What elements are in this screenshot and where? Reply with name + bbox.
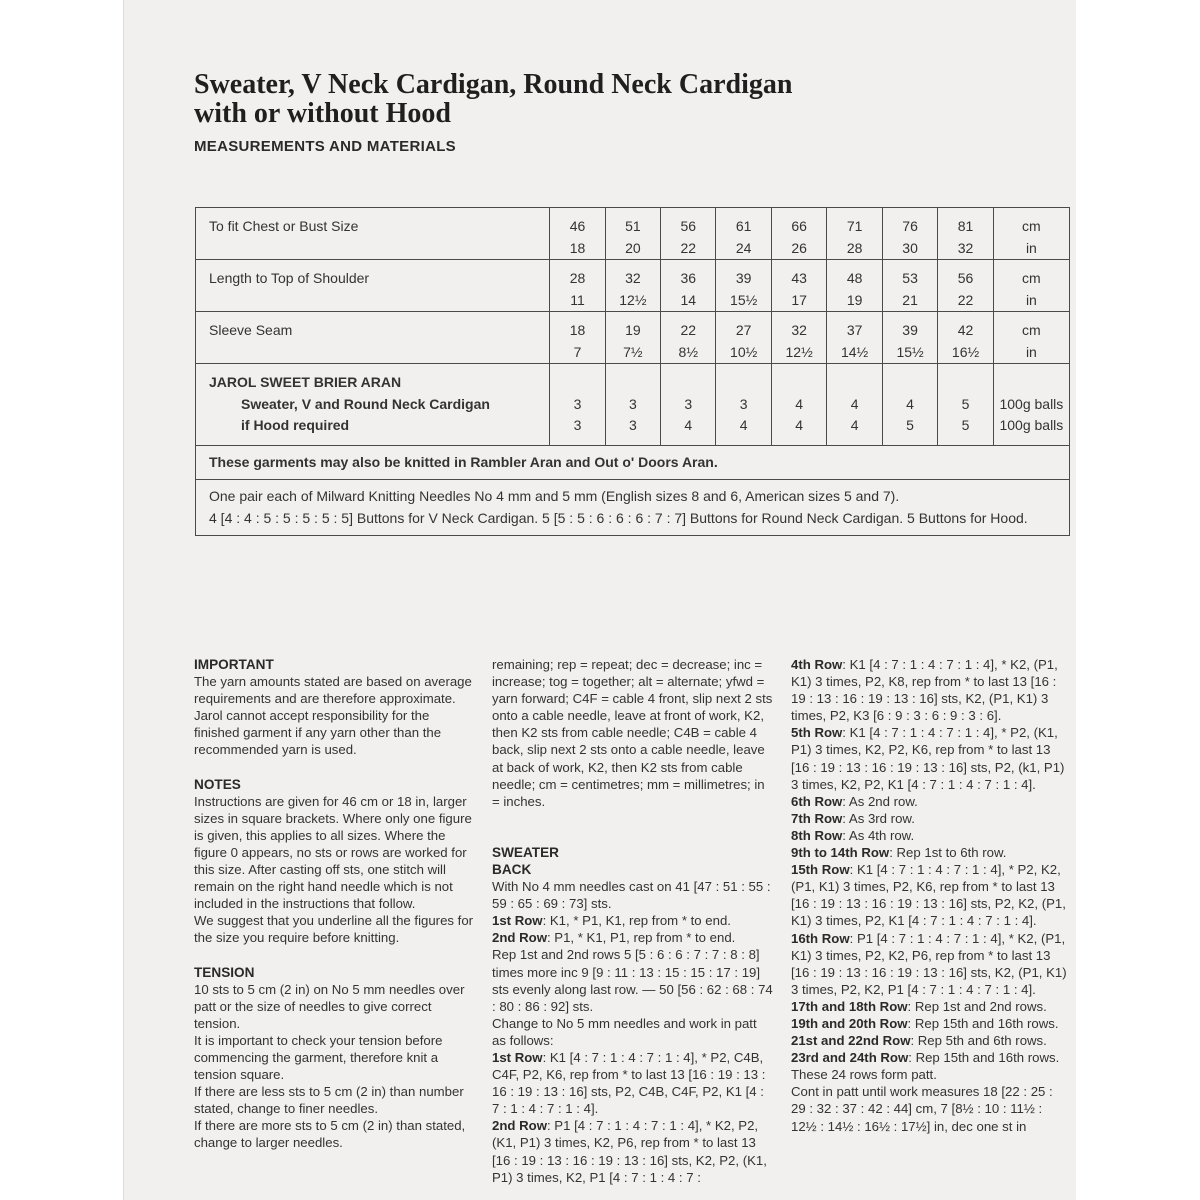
row-label-cell bbox=[196, 312, 550, 364]
tension-text: It is important to check your tension before commencing the garment, therefore knit a tension square. bbox=[194, 1032, 443, 1083]
size-cell bbox=[605, 260, 660, 312]
spacer bbox=[938, 372, 992, 394]
size-cell bbox=[882, 312, 937, 364]
in-value: 24 bbox=[735, 239, 752, 256]
measurement-row bbox=[196, 312, 1070, 364]
cm-value: 32 bbox=[791, 322, 807, 338]
section-subtitle: MEASUREMENTS AND MATERIALS bbox=[194, 138, 456, 155]
hood-yarn-amount: 5 bbox=[961, 417, 970, 433]
rib-repeat-text: Rep 1st and 2nd rows 5 [5 : 6 : 6 : 7 : 7 : 8 : 8] times more inc 9 [9 : 11 : 13 : 15 : 15 : 17 : 19] sts evenly along last row. — 50 [56 : 62 : 68 : 74 : 80 : 86 : 92] sts. bbox=[492, 947, 773, 1014]
in-value: 11 bbox=[570, 291, 585, 308]
tension-text: If there are less sts to 5 cm (2 in) than number stated, change to finer needles. bbox=[194, 1084, 464, 1117]
scan-margin-left bbox=[0, 0, 122, 1200]
cm-value: 66 bbox=[791, 218, 807, 234]
hood-yarn-amount: 4 bbox=[684, 417, 693, 433]
in-value: 8½ bbox=[678, 343, 698, 360]
in-value: 18 bbox=[569, 239, 586, 256]
cm-value: 56 bbox=[957, 270, 974, 286]
unit-in: in bbox=[1025, 239, 1037, 256]
spacer bbox=[550, 372, 604, 394]
yarn-amount-cell bbox=[938, 364, 993, 446]
column-1 bbox=[194, 656, 474, 1152]
abbreviations-text: remaining; rep = repeat; dec = decrease; inc = increase; tog = together; alt = alternate; yfwd = yarn forward; C4F = cable 4 front, slip next 2 sts onto a cable needle, leave at front of work, K2, then K2 sts from cable needle; C4B = cable 4 back, slip next 2 sts onto a cable needle, leave at back of work, K2, then K2 sts from cable needle; cm = centimetres; mm = millimetres; in = inches. bbox=[492, 657, 773, 809]
spacer bbox=[994, 372, 1069, 394]
change-needles-text: Change to No 5 mm needles and work in patt as follows: bbox=[492, 1015, 757, 1048]
in-value: 20 bbox=[625, 239, 641, 256]
title-line-1: Sweater, V Neck Cardigan, Round Neck Cardigan bbox=[194, 69, 793, 100]
column-2 bbox=[492, 656, 774, 1186]
tension-text: 10 sts to 5 cm (2 in) on No 5 mm needles over patt or the size of needles to give correct tension. bbox=[194, 981, 465, 1031]
materials-cell bbox=[196, 480, 1070, 536]
size-cell bbox=[771, 260, 826, 312]
yarn-amount: 4 bbox=[850, 395, 859, 412]
sweater-heading: SWEATER bbox=[492, 844, 559, 860]
unit-in: in bbox=[1025, 291, 1037, 308]
cm-value: 32 bbox=[625, 270, 641, 286]
size-cell bbox=[827, 312, 882, 364]
notes-heading: NOTES bbox=[194, 776, 241, 792]
in-value: 21 bbox=[902, 291, 918, 308]
needles-text: One pair each of Milward Knitting Needles No 4 mm and 5 mm (English sizes 8 and 6, American sizes 5 and 7). bbox=[209, 488, 900, 504]
tension-heading: TENSION bbox=[194, 964, 255, 980]
size-cell bbox=[827, 208, 882, 260]
in-value: 22 bbox=[957, 291, 974, 308]
pattern-row-9-14: 9th to 14th Row: Rep 1st to 6th row. bbox=[791, 845, 1007, 861]
unit-cell bbox=[993, 208, 1069, 260]
pattern-row-16: 16th Row: P1 [4 : 7 : 1 : 4 : 7 : 1 : 4], * K2, (P1, K1) 3 times, P2, K2, P6, rep from * to last 13 [16 : 19 : 13 : 16 : 19 : 13 : 16] sts, K2, (P1, K1) 3 times, P2, K2, P1 [4 : 7 : 1 : 4 : 7 : 1 : 4]. bbox=[791, 930, 1067, 997]
scan-margin-right bbox=[1076, 0, 1200, 1200]
hood-yarn-amount: 5 bbox=[906, 417, 914, 433]
row-label: Sleeve Seam bbox=[209, 322, 293, 338]
row-label: To fit Chest or Bust Size bbox=[209, 218, 359, 234]
in-value: 7½ bbox=[623, 343, 643, 360]
unit-cell bbox=[993, 260, 1069, 312]
yarn-amount-cell bbox=[882, 364, 937, 446]
size-cell bbox=[716, 208, 771, 260]
yarn-unit-cell bbox=[993, 364, 1069, 446]
pattern-row-6: 6th Row: As 2nd row. bbox=[791, 793, 918, 809]
size-cell bbox=[882, 208, 937, 260]
cm-value: 56 bbox=[680, 218, 697, 234]
yarn-amount-cell bbox=[716, 364, 771, 446]
hood-yarn-amount: 4 bbox=[850, 417, 859, 433]
alt-yarn-note: These garments may also be knitted in Rambler Aran and Out o' Doors Aran. bbox=[209, 453, 718, 470]
row-label-cell bbox=[196, 208, 550, 260]
cm-value: 43 bbox=[791, 270, 807, 286]
cm-value: 36 bbox=[680, 270, 697, 286]
column-3 bbox=[791, 656, 1071, 1135]
row-label: Length to Top of Shoulder bbox=[209, 270, 370, 286]
yarn-unit: 100g balls bbox=[999, 395, 1064, 412]
pattern-row-7: 7th Row: As 3rd row. bbox=[791, 810, 915, 826]
hood-yarn-unit: 100g balls bbox=[999, 417, 1064, 433]
cm-value: 22 bbox=[680, 322, 697, 338]
yarn-amount-cell bbox=[827, 364, 882, 446]
in-value: 10½ bbox=[730, 343, 758, 360]
pattern-row-15: 15th Row: K1 [4 : 7 : 1 : 4 : 7 : 1 : 4], * P2, K2, (P1, K1) 3 times, P2, K6, rep from * to last 13 [16 : 19 : 13 : 16 : 19 : 13 : 16] sts, P2, K2, (P1, K1) 3 times, P2, K1 [4 : 7 : 1 : 4 : 7 : 1 : 4]. bbox=[791, 862, 1066, 929]
pattern-row-8: 8th Row: As 4th row. bbox=[791, 827, 915, 843]
tension-text: If there are more sts to 5 cm (2 in) than stated, change to larger needles. bbox=[194, 1118, 466, 1151]
in-value: 19 bbox=[846, 291, 863, 308]
size-cell bbox=[938, 208, 993, 260]
unit-cell bbox=[993, 312, 1069, 364]
cm-value: 81 bbox=[957, 218, 974, 234]
hood-yarn-amount: 3 bbox=[573, 417, 582, 433]
pattern-row-17-18: 17th and 18th Row: Rep 1st and 2nd rows. bbox=[791, 998, 1047, 1014]
important-text: Jarol cannot accept responsibility for the finished garment if any yarn other than the recommended yarn is used. bbox=[194, 708, 442, 758]
size-cell bbox=[716, 260, 771, 312]
spacer bbox=[716, 372, 770, 394]
yarn-amount: 3 bbox=[573, 395, 582, 412]
cm-value: 39 bbox=[902, 322, 918, 338]
size-cell bbox=[661, 312, 716, 364]
size-cell bbox=[550, 312, 605, 364]
in-value: 32 bbox=[957, 239, 974, 256]
size-cell bbox=[605, 312, 660, 364]
unit-cm: cm bbox=[1022, 270, 1041, 286]
size-cell bbox=[827, 260, 882, 312]
in-value: 17 bbox=[791, 291, 807, 308]
pattern-row-5: 5th Row: K1 [4 : 7 : 1 : 4 : 7 : 1 : 4], * P2, (K1, P1) 3 times, K2, P2, K6, rep from * to last 13 [16 : 19 : 13 : 16 : 19 : 13 : 16] sts, P2, (k1, P1) 3 times, K2, P2, K1 [4 : 7 : 1 : 4 : 7 : 1 : 4]. bbox=[791, 725, 1065, 792]
yarn-amount-cell bbox=[550, 364, 605, 446]
pattern-row-19-20: 19th and 20th Row: Rep 15th and 16th rows. bbox=[791, 1015, 1059, 1031]
in-value: 14 bbox=[680, 291, 697, 308]
measurements-table bbox=[195, 207, 1070, 536]
pattern-row-4: 4th Row: K1 [4 : 7 : 1 : 4 : 7 : 1 : 4], * K2, (P1, K1) 3 times, P2, K8, rep from * to last 13 [16 : 19 : 13 : 16 : 19 : 13 : 16] sts, K2, (P1, K1) 3 times, P2, K3 [6 : 9 : 3 : 6 : 9 : 3 : 6]. bbox=[791, 657, 1058, 724]
cm-value: 27 bbox=[735, 322, 752, 338]
in-value: 16½ bbox=[951, 343, 980, 360]
size-cell bbox=[771, 312, 826, 364]
size-cell bbox=[550, 260, 605, 312]
spacer bbox=[661, 372, 715, 394]
row-label-cell bbox=[196, 260, 550, 312]
cm-value: 48 bbox=[846, 270, 863, 286]
back-text: With No 4 mm needles cast on 41 [47 : 51 : 55 : 59 : 65 : 69 : 73] sts. bbox=[492, 879, 771, 912]
alt-yarn-row bbox=[196, 445, 1070, 480]
unit-in: in bbox=[1025, 343, 1037, 360]
yarn-amount-cell bbox=[661, 364, 716, 446]
pattern-row-23-24: 23rd and 24th Row: Rep 15th and 16th rows. bbox=[791, 1050, 1060, 1066]
measurement-row bbox=[196, 208, 1070, 260]
cm-value: 37 bbox=[846, 322, 863, 338]
in-value: 22 bbox=[680, 239, 697, 256]
rib-row-2: 2nd Row: P1, * K1, P1, rep from * to end. bbox=[492, 930, 736, 946]
unit-cm: cm bbox=[1022, 218, 1041, 234]
cm-value: 71 bbox=[846, 218, 863, 234]
yarn-amount-cell bbox=[771, 364, 826, 446]
yarn-amount: 4 bbox=[906, 395, 914, 412]
size-cell bbox=[661, 260, 716, 312]
in-value: 15½ bbox=[896, 343, 924, 360]
spacer bbox=[772, 372, 826, 394]
buttons-text: 4 [4 : 4 : 5 : 5 : 5 : 5 : 5] Buttons for V Neck Cardigan. 5 [5 : 5 : 6 : 6 : 6 : 7 : 7] Buttons for Round Neck Cardigan. 5 Buttons for Hood. bbox=[209, 509, 1028, 526]
cm-value: 76 bbox=[902, 218, 918, 234]
in-value: 15½ bbox=[730, 291, 758, 308]
in-value: 12½ bbox=[619, 291, 647, 308]
continue-text: Cont in patt until work measures 18 [22 : 25 : 29 : 32 : 37 : 42 : 44] cm, 7 [8½ : 10 : 11½ : 12½ : 14½ : 16½ : 17½] in, dec one st in bbox=[791, 1084, 1053, 1134]
cm-value: 28 bbox=[569, 270, 586, 286]
yarn-row bbox=[196, 364, 1070, 446]
spacer bbox=[827, 372, 881, 394]
hood-yarn-amount: 3 bbox=[628, 417, 637, 433]
yarn-amount: 3 bbox=[739, 395, 748, 412]
title-line-2: with or without Hood bbox=[194, 98, 451, 129]
pattern-row-21-22: 21st and 22nd Row: Rep 5th and 6th rows. bbox=[791, 1033, 1047, 1049]
notes-text: We suggest that you underline all the figures for the size you require before knitting. bbox=[194, 913, 474, 946]
cm-value: 18 bbox=[569, 322, 586, 338]
cm-value: 46 bbox=[569, 218, 586, 234]
rib-row-1: 1st Row: K1, * P1, K1, rep from * to end. bbox=[492, 913, 731, 929]
in-value: 12½ bbox=[785, 343, 813, 360]
in-value: 7 bbox=[573, 343, 582, 360]
yarn-heading: JAROL SWEET BRIER ARAN bbox=[209, 374, 402, 390]
yarn-amount: 3 bbox=[684, 395, 693, 412]
pattern-row-1: 1st Row: K1 [4 : 7 : 1 : 4 : 7 : 1 : 4], * P2, C4B, C4F, P2, K6, rep from * to last 13 [16 : 19 : 13 : 16 : 19 : 13 : 16] sts, P2, C4B, C4F, P2, K1 [4 : 7 : 1 : 4 : 7 : 1 : 4]. bbox=[492, 1049, 766, 1117]
spacer bbox=[606, 372, 660, 394]
yarn-amount: 4 bbox=[795, 395, 804, 412]
measurement-row bbox=[196, 260, 1070, 312]
alt-yarn-cell bbox=[196, 445, 1070, 480]
size-cell bbox=[661, 208, 716, 260]
size-cell bbox=[771, 208, 826, 260]
size-cell bbox=[605, 208, 660, 260]
yarn-amount: 3 bbox=[628, 395, 637, 412]
spacer bbox=[883, 372, 937, 394]
in-value: 26 bbox=[791, 239, 807, 256]
in-value: 28 bbox=[846, 239, 863, 256]
in-value: 30 bbox=[902, 239, 918, 256]
pattern-form-text: These 24 rows form patt. bbox=[791, 1067, 937, 1083]
materials-row bbox=[196, 480, 1070, 536]
pattern-row-2: 2nd Row: P1 [4 : 7 : 1 : 4 : 7 : 1 : 4], * K2, P2, (K1, P1) 3 times, K2, P6, rep from * to last 13 [16 : 19 : 13 : 16 : 19 : 13 : 16] sts, K2, P2, (K1, P1) 3 times, K2, P1 [4 : 7 : 1 : 4 : 7 : bbox=[492, 1118, 767, 1185]
size-cell bbox=[716, 312, 771, 364]
cm-value: 42 bbox=[957, 322, 974, 338]
size-cell bbox=[938, 260, 993, 312]
yarn-label-cell bbox=[196, 364, 550, 446]
size-cell bbox=[882, 260, 937, 312]
cm-value: 39 bbox=[735, 270, 752, 286]
yarn-line-1: Sweater, V and Round Neck Cardigan bbox=[241, 395, 490, 412]
yarn-amount-cell bbox=[605, 364, 660, 446]
hood-yarn-amount: 4 bbox=[739, 417, 748, 433]
cm-value: 19 bbox=[625, 322, 641, 338]
yarn-line-2: if Hood required bbox=[241, 417, 350, 433]
in-value: 14½ bbox=[840, 343, 869, 360]
important-heading: IMPORTANT bbox=[194, 657, 274, 672]
size-cell bbox=[938, 312, 993, 364]
pattern-title bbox=[194, 70, 954, 128]
hood-yarn-amount: 4 bbox=[795, 417, 804, 433]
yarn-amount: 5 bbox=[961, 395, 970, 412]
cm-value: 53 bbox=[902, 270, 918, 286]
cm-value: 61 bbox=[735, 218, 752, 234]
cm-value: 51 bbox=[625, 218, 641, 234]
size-cell bbox=[550, 208, 605, 260]
important-text: The yarn amounts stated are based on average requirements and are therefore approximate. bbox=[194, 674, 472, 707]
unit-cm: cm bbox=[1022, 322, 1041, 338]
back-heading: BACK bbox=[492, 861, 532, 877]
notes-text: Instructions are given for 46 cm or 18 in, larger sizes in square brackets. Where only one figure is given, this applies to all sizes. Where the figure 0 appears, no sts or rows are worked for this size. After casting off sts, one stitch will remain on the right hand needle which is not included in the instructions that follow. bbox=[194, 793, 472, 912]
